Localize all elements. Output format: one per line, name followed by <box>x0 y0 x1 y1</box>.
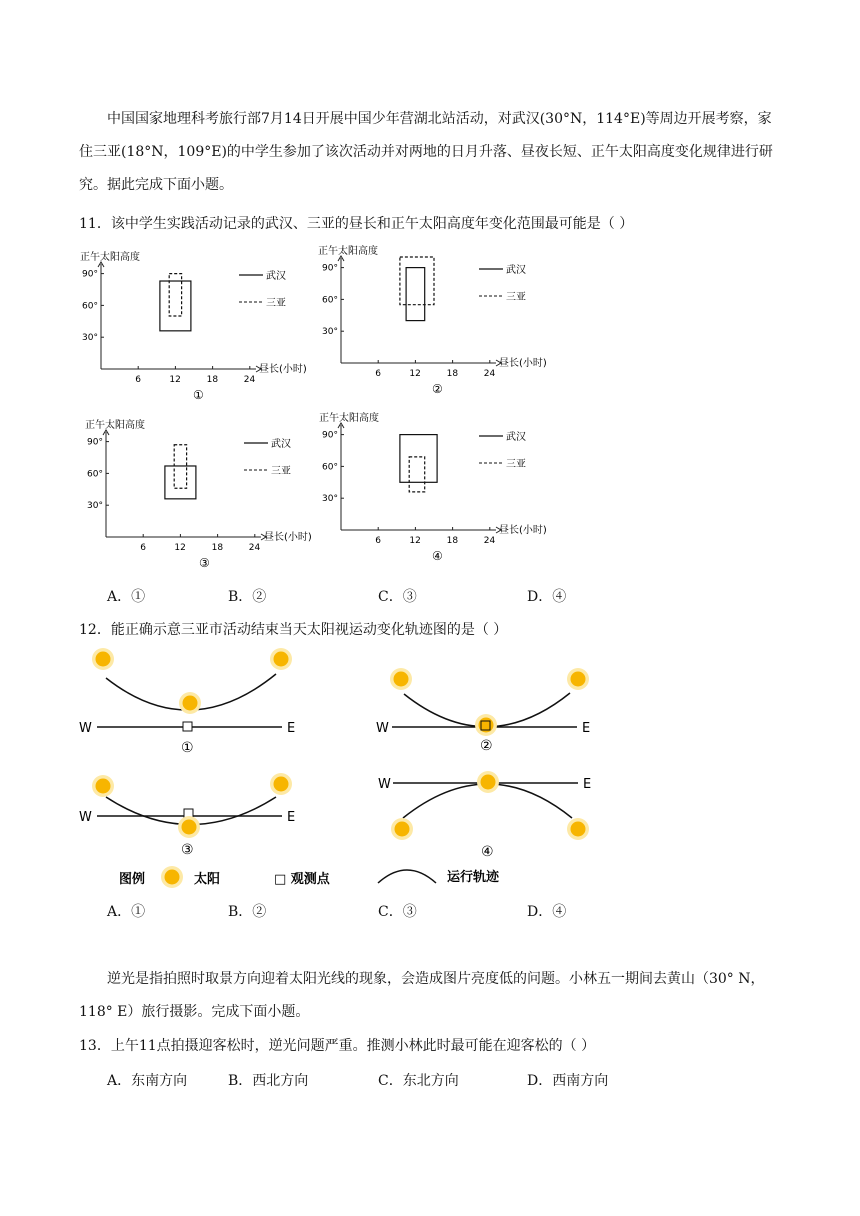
sanya-range-box <box>169 274 181 316</box>
sun-icon <box>179 692 201 714</box>
sun-path-panel-2 <box>376 668 590 754</box>
wuhan-range-box <box>406 268 425 321</box>
y-tick-label: 30° <box>322 327 338 338</box>
east-label: E <box>583 777 592 792</box>
wuhan-range-box <box>165 466 196 499</box>
legend-track-label: 运行轨迹 <box>447 870 500 885</box>
y-tick-label: 90° <box>87 437 103 448</box>
sun-icon <box>270 773 292 795</box>
x-tick-label: 12 <box>409 369 421 379</box>
y-tick-label: 30° <box>322 494 338 505</box>
x-tick-label: 12 <box>409 536 421 546</box>
y-tick-label: 60° <box>322 295 338 306</box>
y-tick-label: 90° <box>82 269 98 280</box>
x-tick-label: 18 <box>211 543 224 553</box>
x-tick-label: 18 <box>446 369 459 379</box>
question-11-stem: 11．该中学生实践活动记录的武汉、三亚的昼长和正午太阳高度年变化范围最可能是（ ） <box>79 216 634 232</box>
q11-option-c[interactable]: C．③ <box>378 589 417 605</box>
question-13-stem: 13．上午11点拍摄迎客松时，逆光问题严重。推测小林此时最可能在迎客松的（ ） <box>79 1038 596 1054</box>
y-axis-label: 正午太阳高度 <box>318 246 378 257</box>
west-label: W <box>79 721 92 736</box>
legend-sanya: 三亚 <box>506 292 526 303</box>
y-tick-label: 60° <box>322 462 338 473</box>
panel-number: ④ <box>481 844 494 860</box>
west-label: W <box>378 777 391 792</box>
q12-option-a[interactable]: A．① <box>107 904 146 920</box>
sun-icon <box>92 648 114 670</box>
west-label: W <box>79 810 92 825</box>
y-tick-label: 60° <box>87 469 103 480</box>
sun-icon <box>391 818 413 840</box>
sun-path-panel-3 <box>79 773 295 858</box>
legend-sanya: 三亚 <box>506 459 526 470</box>
sun-icon <box>477 771 499 793</box>
observation-point <box>183 722 192 731</box>
x-tick-label: 24 <box>483 536 496 546</box>
chart-number: ④ <box>432 549 443 563</box>
q12-option-d[interactable]: D．④ <box>527 904 567 920</box>
q11-option-d[interactable]: D．④ <box>527 589 567 605</box>
panel-number: ① <box>181 740 194 756</box>
x-tick-label: 24 <box>483 369 496 379</box>
sun-icon <box>178 816 200 838</box>
east-label: E <box>287 810 296 825</box>
legend-wuhan: 武汉 <box>266 271 286 282</box>
x-tick-label: 18 <box>206 375 219 385</box>
y-tick-label: 90° <box>322 430 338 441</box>
x-axis-label: 昼长(小时) <box>499 358 547 369</box>
chart-number: ① <box>193 388 204 402</box>
chart-number: ③ <box>199 556 210 570</box>
q13-option-d[interactable]: D．西南方向 <box>527 1073 609 1089</box>
sun-path-legend <box>119 866 500 888</box>
sanya-range-box <box>409 457 425 492</box>
x-tick-label: 12 <box>174 543 186 553</box>
q13-option-a[interactable]: A．东南方向 <box>107 1073 188 1089</box>
x-tick-label: 6 <box>375 536 381 546</box>
panel-number: ③ <box>181 842 194 858</box>
x-axis-label: 昼长(小时) <box>499 525 547 536</box>
wuhan-range-box <box>160 281 191 331</box>
sun-icon <box>161 866 183 888</box>
q13-option-c[interactable]: C．东北方向 <box>378 1073 459 1089</box>
q12-sun-path-figure <box>0 640 860 895</box>
x-tick-label: 6 <box>135 375 141 385</box>
x-tick-label: 12 <box>169 375 181 385</box>
y-axis-label: 正午太阳高度 <box>80 252 140 263</box>
x-tick-label: 24 <box>243 375 256 385</box>
wuhan-range-box <box>400 435 437 483</box>
sun-icon <box>567 668 589 690</box>
q11-charts-figure <box>0 238 860 570</box>
q12-option-c[interactable]: C．③ <box>378 904 417 920</box>
legend-sanya: 三亚 <box>271 466 291 477</box>
legend-point-label: □ 观测点 <box>274 872 330 887</box>
legend-wuhan: 武汉 <box>506 432 526 443</box>
west-label: W <box>376 721 389 736</box>
sun-icon <box>475 714 497 736</box>
y-tick-label: 30° <box>87 501 103 512</box>
x-tick-label: 24 <box>248 543 261 553</box>
x-tick-label: 6 <box>140 543 146 553</box>
sun-icon <box>567 818 589 840</box>
legend-sanya: 三亚 <box>266 298 286 309</box>
x-tick-label: 18 <box>446 536 459 546</box>
intro-paragraph-2: 逆光是指拍照时取景方向迎着太阳光线的现象，会造成图片亮度低的问题。小林五一期间去黄山（30° N，118° E）旅行摄影。完成下面小题。 <box>79 971 765 1020</box>
x-axis-label: 昼长(小时) <box>264 532 312 543</box>
sun-path-panel-1 <box>79 648 295 756</box>
legend-wuhan: 武汉 <box>506 265 526 276</box>
chart-number: ② <box>432 382 443 396</box>
q13-option-b[interactable]: B．西北方向 <box>228 1073 309 1089</box>
q11-option-a[interactable]: A．① <box>107 589 146 605</box>
sun-icon <box>390 668 412 690</box>
legend-sun-label: 太阳 <box>194 872 221 887</box>
intro-paragraph-1: 中国国家地理科考旅行部7月14日开展中国少年营湖北站活动，对武汉(30°N，114°E)等周边开展考察，家住三亚(18°N，109°E)的中学生参加了该次活动并对两地的日月升落、昼夜长短、正午太阳高度变化规律进行研究。据此完成下面小题。 <box>79 111 773 193</box>
question-12-stem: 12．能正确示意三亚市活动结束当天太阳视运动变化轨迹图的是（ ） <box>79 622 508 638</box>
y-axis-label: 正午太阳高度 <box>319 413 379 424</box>
q12-option-b[interactable]: B．② <box>228 904 267 920</box>
track-icon <box>378 870 436 883</box>
x-axis-label: 昼长(小时) <box>259 364 307 375</box>
sun-icon <box>270 648 292 670</box>
y-tick-label: 30° <box>82 333 98 344</box>
y-axis-label: 正午太阳高度 <box>85 420 145 431</box>
y-tick-label: 90° <box>322 263 338 274</box>
east-label: E <box>287 721 296 736</box>
panel-number: ② <box>480 738 493 754</box>
east-label: E <box>582 721 591 736</box>
sun-icon <box>92 775 114 797</box>
sanya-range-box <box>400 257 434 305</box>
sun-path-panel-4 <box>378 771 591 860</box>
x-tick-label: 6 <box>375 369 381 379</box>
q11-option-b[interactable]: B．② <box>228 589 267 605</box>
legend-wuhan: 武汉 <box>271 439 291 450</box>
legend-title: 图例 <box>119 872 146 887</box>
y-tick-label: 60° <box>82 301 98 312</box>
